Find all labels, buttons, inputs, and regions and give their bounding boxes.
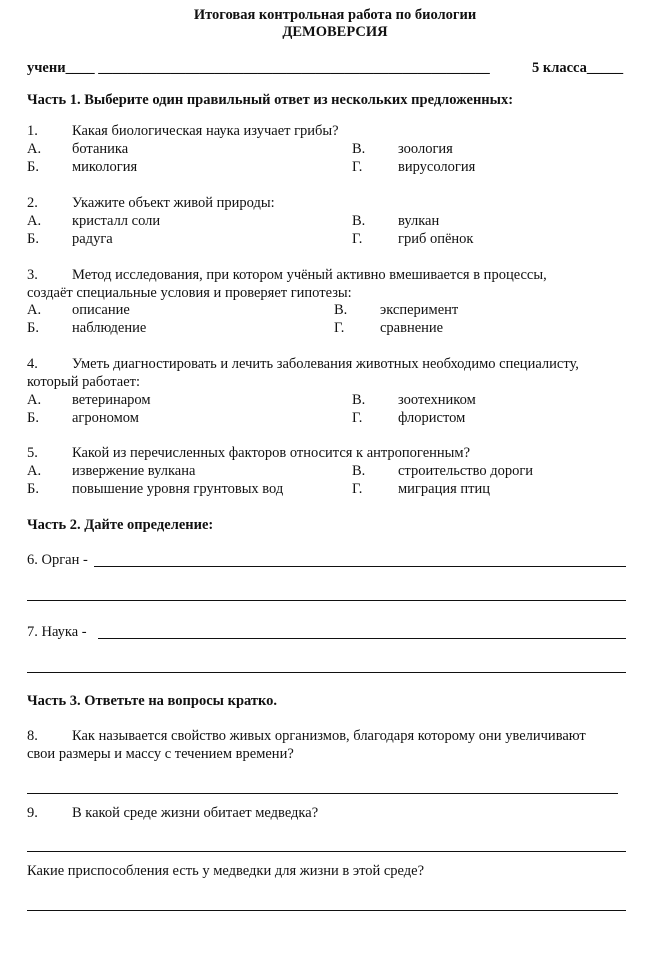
option-text[interactable]: эксперимент <box>380 302 459 318</box>
option-text[interactable]: зоотехником <box>398 392 476 408</box>
option-label: В. <box>352 141 366 157</box>
option-text[interactable]: флористом <box>398 410 466 426</box>
question-text: Метод исследования, при котором учёный активно вмешивается в процессы, <box>72 267 547 283</box>
option-text[interactable]: зоология <box>398 141 453 157</box>
option-text[interactable]: агрономом <box>72 410 139 426</box>
page-title: Итоговая контрольная работа по биологии <box>193 7 477 23</box>
option-text[interactable]: ветеринаром <box>72 392 151 408</box>
student-name-line[interactable]: учени____ ______________________________________________________ <box>27 60 490 76</box>
question-9b-text: Какие приспособления есть у медведки для жизни в этой среде? <box>27 863 425 879</box>
definition-organ-answer-line-2[interactable] <box>27 600 626 601</box>
option-label: А. <box>27 302 42 318</box>
option-label: Г. <box>352 481 363 497</box>
option-label: Б. <box>27 410 39 426</box>
question-8-text: Как называется свойство живых организмов, благодаря которому они увеличивают <box>72 728 586 744</box>
definition-organ-answer-line[interactable] <box>94 566 626 567</box>
question-8-answer-line[interactable] <box>27 793 618 794</box>
option-label: В. <box>352 392 366 408</box>
definition-science-answer-line-2[interactable] <box>27 672 626 673</box>
option-label: В. <box>334 302 348 318</box>
question-text-continued: который работает: <box>27 374 141 390</box>
option-text[interactable]: гриб опёнок <box>398 231 474 247</box>
option-label: Б. <box>27 481 39 497</box>
option-text[interactable]: радуга <box>72 231 113 247</box>
option-label: Б. <box>27 320 39 336</box>
question-8-number: 8. <box>27 728 38 744</box>
question-number: 4. <box>27 356 38 372</box>
option-text[interactable]: микология <box>72 159 138 175</box>
question-text: Уметь диагностировать и лечить заболевания животных необходимо специалисту, <box>72 356 579 372</box>
option-text[interactable]: миграция птиц <box>398 481 490 497</box>
option-label: А. <box>27 213 42 229</box>
option-label: А. <box>27 392 42 408</box>
definition-science-answer-line[interactable] <box>98 638 626 639</box>
page-subtitle: ДЕМОВЕРСИЯ <box>282 24 388 40</box>
option-label: В. <box>352 213 366 229</box>
question-9-answer-line[interactable] <box>27 851 626 852</box>
question-text: Укажите объект живой природы: <box>72 195 275 211</box>
option-text[interactable]: кристалл соли <box>72 213 161 229</box>
option-text[interactable]: извержение вулкана <box>72 463 196 479</box>
option-label: Г. <box>352 410 363 426</box>
option-label: Б. <box>27 231 39 247</box>
option-text[interactable]: наблюдение <box>72 320 147 336</box>
option-label: А. <box>27 141 42 157</box>
part1-heading: Часть 1. Выберите один правильный ответ из нескольких предложенных: <box>27 92 514 108</box>
question-text: Какой из перечисленных факторов относится к антропогенным? <box>72 445 470 461</box>
question-number: 5. <box>27 445 38 461</box>
question-number: 2. <box>27 195 38 211</box>
option-label: Г. <box>352 231 363 247</box>
question-number: 1. <box>27 123 38 139</box>
option-label: В. <box>352 463 366 479</box>
question-number: 3. <box>27 267 38 283</box>
option-text[interactable]: описание <box>72 302 130 318</box>
option-label: Б. <box>27 159 39 175</box>
option-text[interactable]: вирусология <box>398 159 476 175</box>
question-8-text-continued: свои размеры и массу с течением времени? <box>27 746 294 762</box>
question-text-continued: создаёт специальные условия и проверяет гипотезы: <box>27 285 352 301</box>
question-9-text: В какой среде жизни обитает медведка? <box>72 805 319 821</box>
question-9b-answer-line[interactable] <box>27 910 626 911</box>
option-text[interactable]: ботаника <box>72 141 129 157</box>
option-text[interactable]: повышение уровня грунтовых вод <box>72 481 284 497</box>
part2-heading: Часть 2. Дайте определение: <box>27 517 214 533</box>
option-text[interactable]: сравнение <box>380 320 444 336</box>
part3-heading: Часть 3. Ответьте на вопросы кратко. <box>27 693 278 709</box>
question-9-number: 9. <box>27 805 38 821</box>
definition-science-label: 7. Наука - <box>27 624 87 640</box>
option-label: Г. <box>334 320 345 336</box>
option-label: Г. <box>352 159 363 175</box>
class-line[interactable]: 5 класса_____ <box>532 60 624 76</box>
question-text: Какая биологическая наука изучает грибы? <box>72 123 339 139</box>
option-label: А. <box>27 463 42 479</box>
definition-organ-label: 6. Орган - <box>27 552 88 568</box>
option-text[interactable]: вулкан <box>398 213 440 229</box>
option-text[interactable]: строительство дороги <box>398 463 534 479</box>
